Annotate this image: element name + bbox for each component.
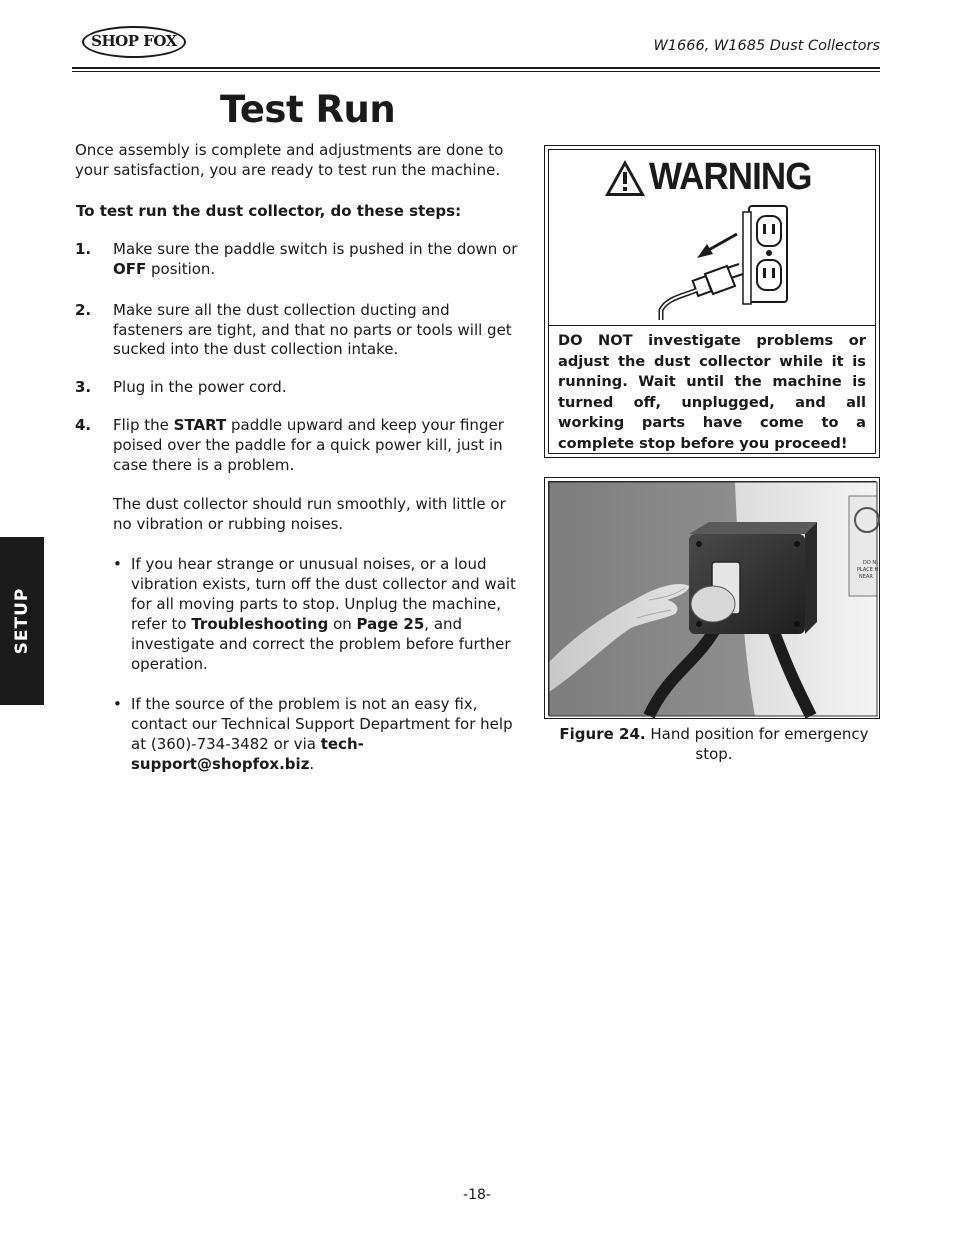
figure-24-photo <box>549 482 877 716</box>
bullet-support: • If the source of the problem is not an easy fix, contact our Technical Support Department for help at (360)-734-3482 or via tech-support@shopfox.biz. <box>113 694 513 773</box>
step-number: 3. <box>75 377 92 396</box>
figure-caption-text: Hand position for emergency stop. <box>645 725 869 763</box>
step-4: 4. Flip the START paddle upward and keep your finger poised over the paddle for a quick power kill, just in case there is a problem. <box>75 415 504 474</box>
logo-text: SHOP FOX <box>91 32 177 50</box>
intro-paragraph: Once assembly is complete and adjustments are done to your satisfaction, you are ready to test run the machine. <box>75 141 504 179</box>
header-title: W1666, W1685 Dust Collectors <box>653 38 880 54</box>
step-3: 3. Plug in the power cord. <box>75 377 287 396</box>
section-tab <box>0 537 44 705</box>
sticker-line-1: DO N <box>863 560 877 566</box>
instructions-column <box>75 140 521 774</box>
step-1: 1. Make sure the paddle switch is pushed in the down or OFF position. <box>75 240 518 278</box>
figure-label: Figure 24. <box>559 725 646 743</box>
bullet-dot: • <box>113 694 122 713</box>
section-tab-label: SETUP <box>12 587 32 655</box>
bullet-noise: • If you hear strange or unusual noises, or a loud vibration exists, turn off the dust collector and wait for all moving parts to stop. Unplug the machine, refer to Troubleshooting on Page 25, and investigate and correct the problem before further operation. <box>113 554 516 673</box>
sticker-line-3: NEAR <box>859 574 873 580</box>
warning-text: DO NOT investigate problems or adjust the dust collector while it is running. Wait until the machine is turned off, unplugged, and all working parts have come to a complete stop before you proceed! <box>558 332 866 452</box>
figure-caption <box>548 724 880 764</box>
sticker-line-2: PLACE H <box>857 567 879 573</box>
step-number: 1. <box>75 240 92 258</box>
run-note: The dust collector should run smoothly, with little or no vibration or rubbing noises. <box>113 494 506 533</box>
shop-fox-logo <box>80 22 190 62</box>
step-number: 4. <box>75 415 92 434</box>
warning-divider <box>549 325 875 326</box>
warning-label: WARNING <box>649 156 812 198</box>
bullet-dot: • <box>113 554 122 573</box>
unplug-cord-illustration <box>653 202 793 322</box>
step-2: 2. Make sure all the dust collection ducting and fasteners are tight, and that no parts or tools will get sucked into the dust collection intake. <box>75 301 512 358</box>
figure-24 <box>544 477 880 719</box>
page-title: Test Run <box>220 88 396 131</box>
warning-box <box>544 145 880 458</box>
step-number: 2. <box>75 301 92 319</box>
steps-heading: To test run the dust collector, do these steps: <box>76 202 462 220</box>
header-rule-thin <box>72 71 880 72</box>
header-rule <box>72 67 880 69</box>
warning-header <box>603 156 833 200</box>
warning-triangle-icon <box>603 158 647 198</box>
support-email: tech-support@shopfox.biz <box>131 734 364 773</box>
page-number: -18- <box>463 1187 491 1203</box>
